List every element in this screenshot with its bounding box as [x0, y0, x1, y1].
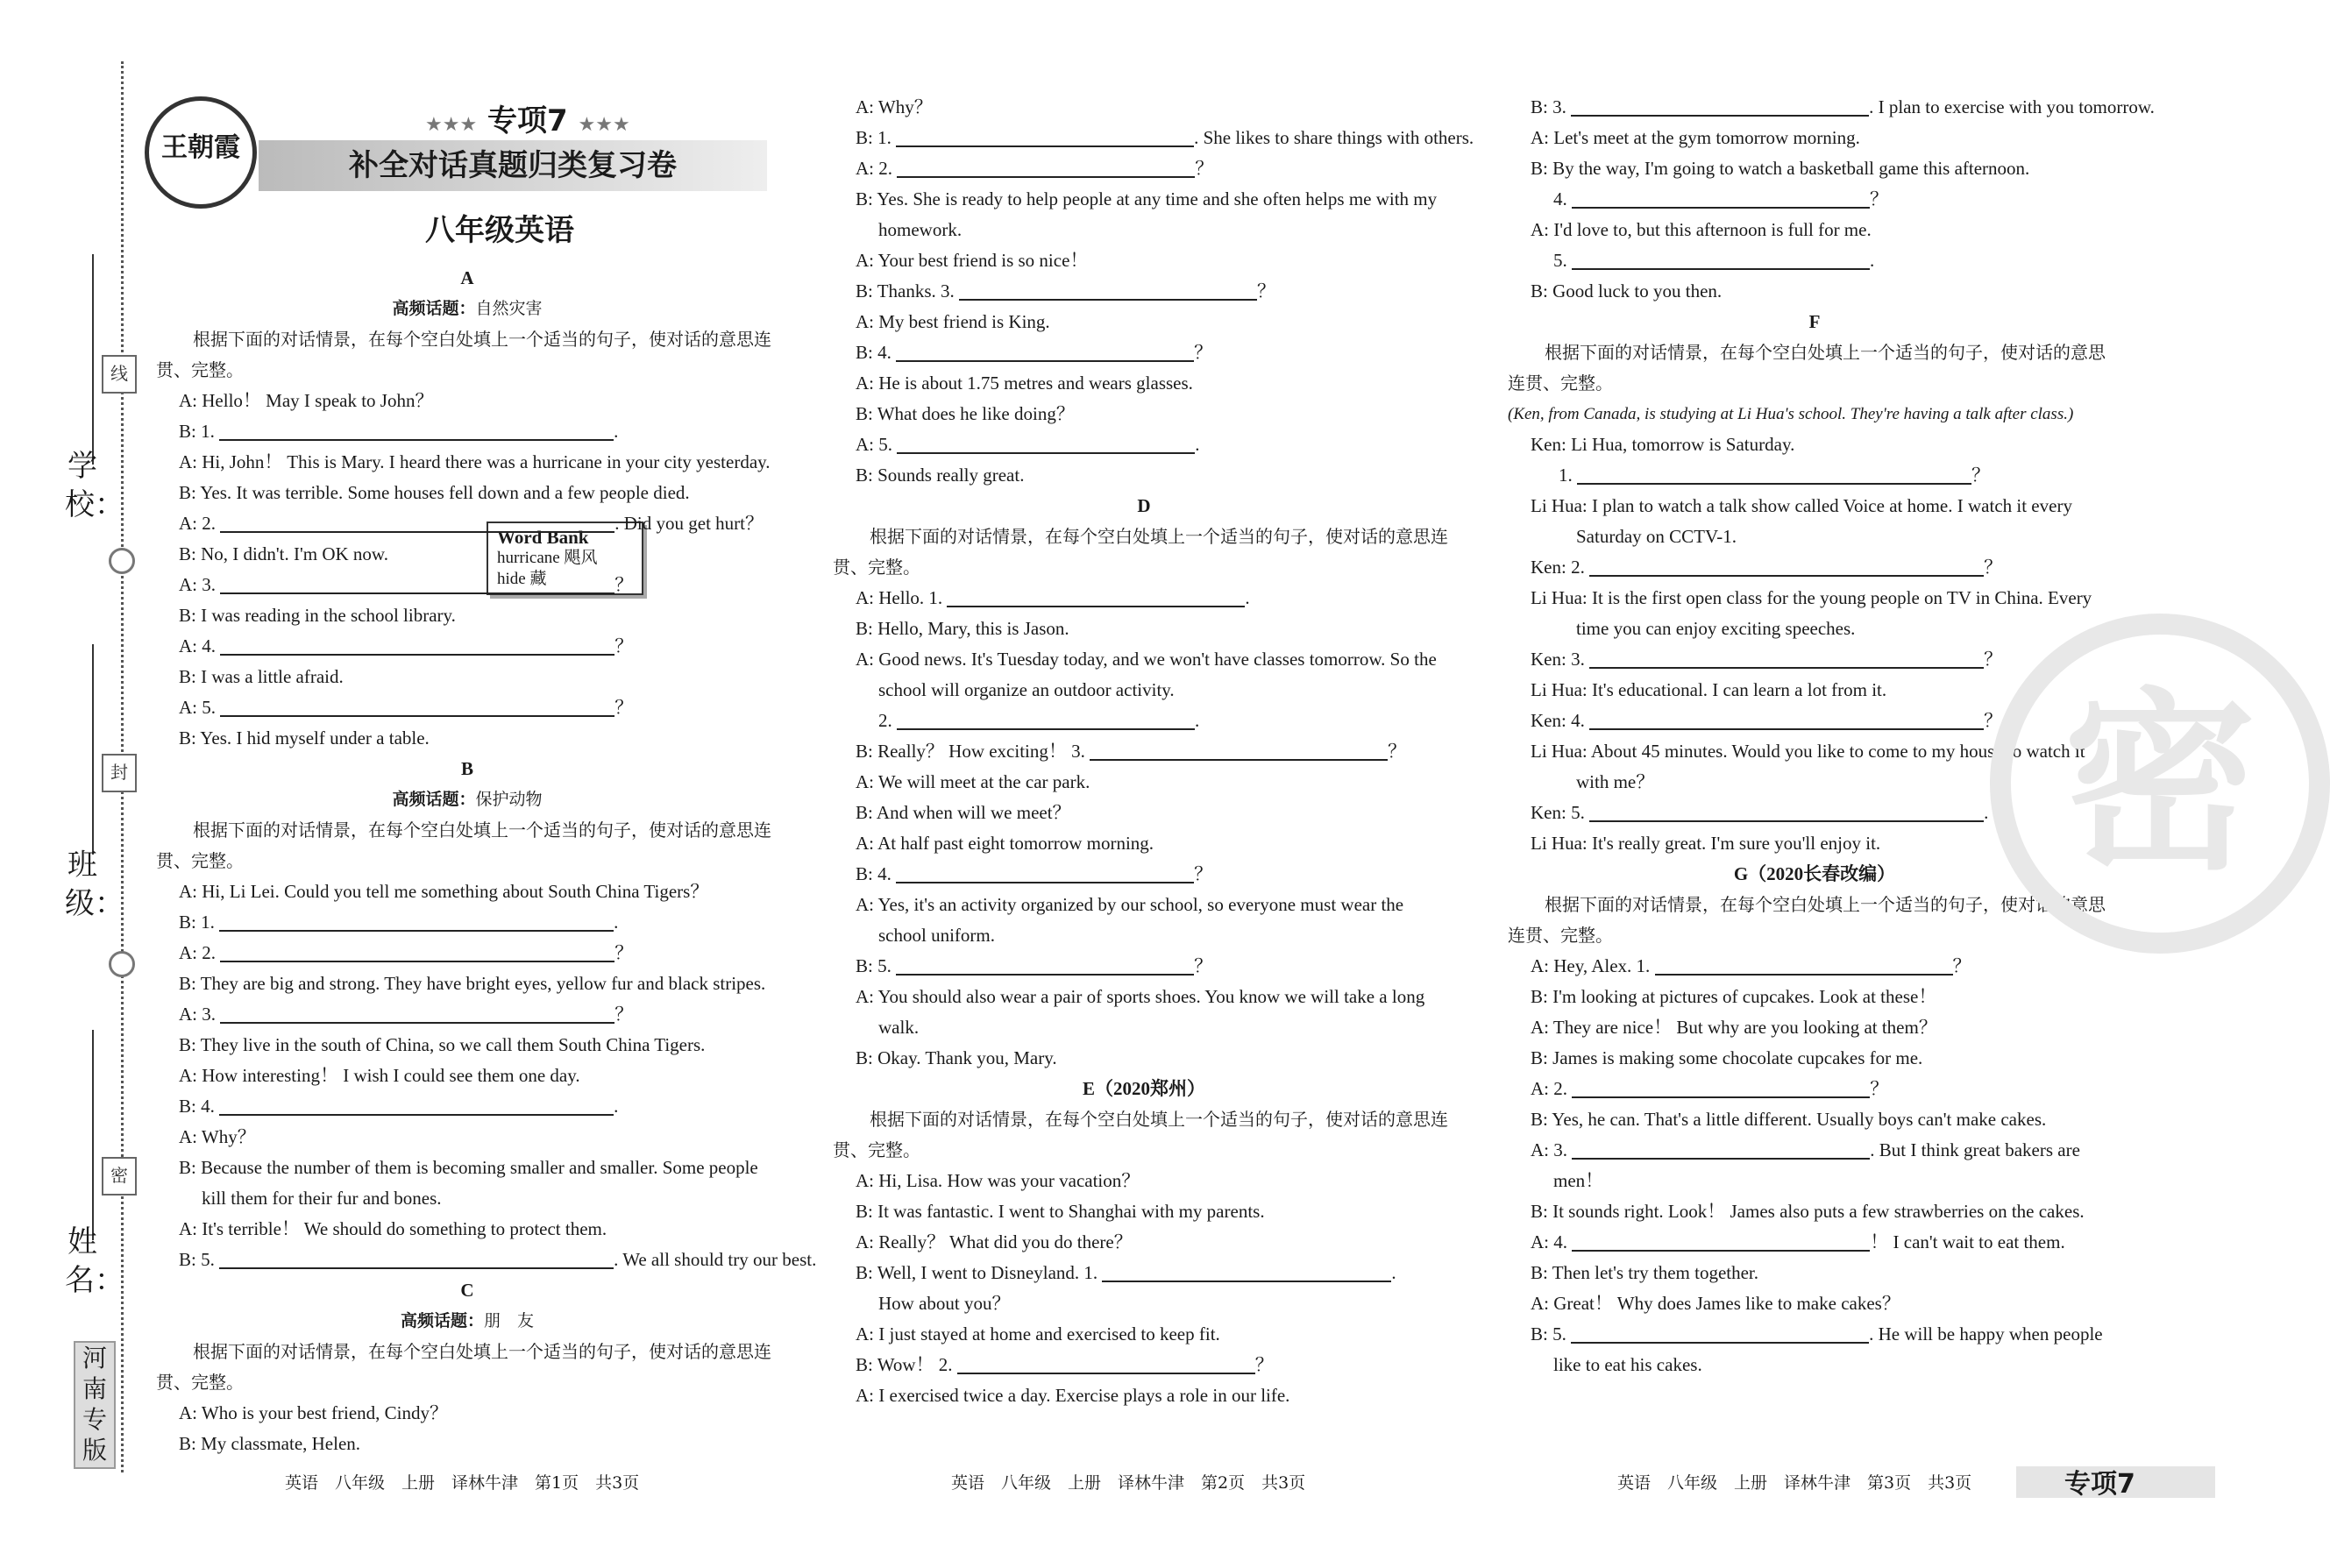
answer-blank[interactable] — [1572, 247, 1870, 270]
cut-label-2: 封 — [102, 754, 137, 792]
dialogue-line: 4. ？ — [1508, 184, 2121, 215]
dialogue-line: A: 4. ？ — [156, 631, 778, 662]
answer-blank[interactable] — [1655, 953, 1953, 976]
answer-blank[interactable] — [896, 124, 1194, 147]
class-label: 班级： — [65, 848, 124, 921]
dialogue-line: B: 5. ？ — [833, 951, 1455, 982]
answer-blank[interactable] — [1572, 1075, 1870, 1098]
dialogue-line: B: James is making some chocolate cupcakes for me. — [1531, 1047, 1923, 1068]
brand-logo: 王朝霞 — [145, 96, 257, 209]
page-footer-2: 英语 八年级 上册 译林牛津 第2页 共3页 — [951, 1473, 1306, 1493]
answer-blank[interactable] — [1577, 462, 1971, 485]
answer-blank[interactable] — [220, 633, 614, 656]
dialogue-line: B: It sounds right. Look！ James also puts a few strawberries on the cakes. — [1531, 1201, 2085, 1222]
dialogue-line: A: 3. . But I think great bakers are men！ — [1508, 1135, 2121, 1196]
answer-blank[interactable] — [1571, 94, 1869, 117]
section-label: A — [460, 267, 474, 288]
dialogue-line: A: Hello. 1. . — [833, 583, 1455, 614]
page-footer-3: 英语 八年级 上册 译林牛津 第3页 共3页 — [1617, 1473, 1972, 1493]
dialogue-line: A: 5. ？ — [156, 692, 778, 723]
answer-blank[interactable] — [1589, 707, 1984, 730]
instruction: 根据下面的对话情景，在每个空白处填上一个适当的句子，使对话的意思连贯、完整。 — [156, 819, 771, 871]
dialogue-line: Li Hua: About 45 minutes. Would you like to come to my house to watch it with me？ — [1531, 741, 2085, 792]
dialogue-line: A: My best friend is King. — [856, 311, 1050, 332]
section-label: E（2020郑州） — [1082, 1078, 1205, 1099]
answer-blank[interactable] — [220, 571, 614, 594]
dialogue-line: A: Hi, John！ This is Mary. I heard there was a hurricane in your city yesterday. — [179, 451, 771, 472]
cut-label-1: 线 — [102, 355, 137, 394]
dialogue-line: B: My classmate, Helen. — [179, 1433, 361, 1454]
instruction: 根据下面的对话情景，在每个空白处填上一个适当的句子，使对话的意思连贯、完整。 — [1508, 342, 2106, 394]
dialogue-line: Ken: Li Hua, tomorrow is Saturday. — [1531, 434, 1795, 455]
word-bank-item: hide 藏 — [497, 570, 547, 588]
dialogue-line: B: It was fantastic. I went to Shanghai with my parents. — [856, 1201, 1265, 1222]
binding-ring — [109, 951, 135, 977]
dialogue-line: A: How interesting！ I wish I could see them one day. — [179, 1065, 580, 1086]
answer-blank[interactable] — [897, 155, 1195, 178]
answer-blank[interactable] — [959, 278, 1257, 301]
section-label: F — [1808, 311, 1821, 332]
section-topic: 高频话题：保护动物 — [392, 790, 543, 809]
answer-blank[interactable] — [220, 510, 614, 533]
dialogue-line: A: 4. ！ I can't wait to eat them. — [1508, 1227, 2121, 1258]
section-label: C — [460, 1280, 474, 1301]
dialogue-line: B: Because the number of them is becoming smaller and smaller. Some people kill them for their fur and bones. — [179, 1157, 758, 1209]
dialogue-line: Ken: 2. ？ — [1508, 552, 2121, 583]
dialogue-line: B: Yes. She is ready to help people at any time and she often helps me with my homework. — [856, 188, 1438, 240]
corner-tag: 专项7 — [2064, 1469, 2135, 1500]
dialogue-line: Ken: 4. ？ — [1508, 706, 2121, 736]
dialogue-line: B: 1. . — [156, 416, 778, 447]
dialogue-line: A: Hello！ May I speak to John？ — [179, 390, 434, 411]
dialogue-line: 5. . — [1508, 245, 2121, 276]
dialogue-line: A: Yes, it's an activity organized by our school, so everyone must wear the school uniform. — [856, 894, 1404, 946]
subject-title: 八年级英语 — [425, 213, 574, 248]
section-label: B — [460, 758, 473, 779]
dialogue-line: B: And when will we meet？ — [856, 802, 1071, 823]
answer-blank[interactable] — [219, 909, 614, 932]
dialogue-line: B: Then let's try them together. — [1531, 1262, 1759, 1283]
answer-blank[interactable] — [219, 1246, 614, 1269]
dialogue-line: B: 4. ？ — [833, 337, 1455, 368]
dialogue-line: B: Wow！ 2. ？ — [833, 1350, 1455, 1380]
paper-title: 补全对话真题归类复习卷 — [259, 140, 767, 191]
section-label: D — [1137, 495, 1151, 516]
dialogue-line: Li Hua: It's educational. I can learn a lot from it. — [1531, 679, 1887, 700]
dialogue-line: A: It's terrible！ We should do something to protect them. — [179, 1218, 607, 1239]
dialogue-line: A: I exercised twice a day. Exercise plays a role in our life. — [856, 1385, 1290, 1406]
dialogue-line: A: Good news. It's Tuesday today, and we won't have classes tomorrow. So the school will organize an outdoor activity. — [856, 649, 1437, 700]
dialogue-line: 2. . — [833, 706, 1455, 736]
section-topic: 高频话题：朋 友 — [400, 1311, 535, 1330]
dialogue-line: B: Yes. It was terrible. Some houses fell down and a few people died. — [179, 482, 690, 503]
answer-blank[interactable] — [897, 431, 1195, 454]
dialogue-line: A: You should also wear a pair of sports shoes. You know we will take a long walk. — [856, 986, 1425, 1038]
cut-label-3: 密 — [102, 1157, 137, 1196]
series-title: ★★★ 专项7 ★★★ — [425, 103, 630, 138]
answer-blank[interactable] — [1090, 738, 1388, 761]
dialogue-line: B: I'm looking at pictures of cupcakes. Look at these！ — [1531, 986, 1937, 1007]
dialogue-line: A: We will meet at the car park. — [856, 771, 1090, 792]
answer-blank[interactable] — [957, 1352, 1255, 1374]
section-label: G（2020长春改编） — [1733, 863, 1896, 884]
class-line — [92, 644, 94, 855]
dialogue-line: B: Really？ How exciting！ 3. ？ — [833, 736, 1455, 767]
dialogue-line: A: Hi, Lisa. How was your vacation？ — [856, 1170, 1140, 1191]
dialogue-line: A: 2. ？ — [1508, 1074, 2121, 1104]
dialogue-line: A: Hey, Alex. 1. ？ — [1508, 951, 2121, 982]
situation-note: (Ken, from Canada, is studying at Li Hua's school. They're having a talk after class.) — [1508, 405, 2074, 423]
answer-blank[interactable] — [1102, 1259, 1391, 1282]
name-label: 姓名： — [65, 1224, 124, 1298]
dialogue-line: B: Thanks. 3. ？ — [833, 276, 1455, 307]
answer-blank[interactable] — [1589, 646, 1984, 669]
dialogue-line: A: Hi, Li Lei. Could you tell me something about South China Tigers？ — [179, 881, 709, 902]
dialogue-line: B: They live in the south of China, so we call them South China Tigers. — [179, 1034, 706, 1055]
answer-blank[interactable] — [947, 585, 1245, 607]
answer-blank[interactable] — [219, 418, 614, 441]
edition-label: 河南专版 — [74, 1341, 116, 1469]
star-icon: ★★★ — [578, 114, 630, 136]
dialogue-line: Li Hua: I plan to watch a talk show called Voice at home. I watch it every Saturday on CCTV-1. — [1531, 495, 2072, 547]
answer-blank[interactable] — [219, 1093, 614, 1116]
page-header — [145, 96, 811, 289]
dialogue-line: B: Yes, he can. That's a little different. Usually boys can't make cakes. — [1531, 1109, 2047, 1130]
school-label: 学校： — [65, 449, 124, 522]
dialogue-line: A: 3. ？ — [156, 570, 778, 600]
school-line — [92, 254, 94, 465]
dialogue-line: Li Hua: It is the first open class for the young people on TV in China. Every time you can enjoy exciting speeches. — [1531, 587, 2092, 639]
dialogue-line: B: I was a little afraid. — [179, 666, 344, 687]
dialogue-line: B: I was reading in the school library. — [179, 605, 456, 626]
dialogue-line: B: Sounds really great. — [856, 465, 1025, 486]
dialogue-line: A: Why？ — [179, 1126, 256, 1147]
dialogue-line: B: Hello, Mary, this is Jason. — [856, 618, 1069, 639]
dialogue-line: B: Well, I went to Disneyland. 1. . — [833, 1258, 1455, 1288]
word-bank-item: hurricane 飓风 — [497, 549, 598, 567]
dialogue-line: A: Really？ What did you do there？ — [856, 1231, 1133, 1252]
dialogue-line: B: No, I didn't. I'm OK now. — [179, 543, 388, 564]
dialogue-line: A: Great！ Why does James like to make cakes？ — [1531, 1293, 1900, 1314]
dialogue-line: A: 2. . Did you get hurt？ — [156, 508, 778, 539]
answer-blank[interactable] — [896, 953, 1194, 976]
answer-blank[interactable] — [220, 1001, 614, 1024]
answer-blank[interactable] — [220, 940, 614, 962]
dialogue-line: A: Your best friend is so nice！ — [856, 250, 1089, 271]
dialogue-line: B: 1. . — [156, 907, 778, 938]
answer-blank[interactable] — [1571, 1321, 1869, 1344]
instruction: 根据下面的对话情景，在每个空白处填上一个适当的句子，使对话的意思连贯、完整。 — [833, 526, 1448, 578]
dialogue-line: A: I'd love to, but this afternoon is full for me. — [1531, 219, 1872, 240]
instruction: 根据下面的对话情景，在每个空白处填上一个适当的句子，使对话的意思连贯、完整。 — [156, 1341, 771, 1393]
answer-blank[interactable] — [896, 339, 1194, 362]
confidential-stamp: 密 — [1990, 614, 2330, 954]
dialogue-line: B: 4. . — [156, 1091, 778, 1122]
dialogue-line: A: Why？ — [856, 96, 933, 117]
dialogue-line: B: 5. . He will be happy when people like to eat his cakes. — [1508, 1319, 2121, 1380]
dialogue-line: A: They are nice！ But why are you looking at them？ — [1531, 1017, 1937, 1038]
dialogue-line: A: He is about 1.75 metres and wears glasses. — [856, 372, 1193, 394]
answer-blank[interactable] — [896, 861, 1194, 883]
name-line — [92, 1030, 94, 1240]
dialogue-line: B: What does he like doing？ — [856, 403, 1075, 424]
instruction: 根据下面的对话情景，在每个空白处填上一个适当的句子，使对话的意思连贯、完整。 — [1508, 894, 2106, 946]
dialogue-line: Ken: 5. . — [1508, 798, 2121, 828]
star-icon: ★★★ — [425, 114, 478, 136]
binding-margin — [0, 0, 128, 1568]
answer-blank[interactable] — [220, 694, 614, 717]
dialogue-line: B: 5. . We all should try our best. — [156, 1245, 778, 1275]
dialogue-line: B: By the way, I'm going to watch a basketball game this afternoon. — [1531, 158, 2030, 179]
answer-blank[interactable] — [1589, 799, 1984, 822]
dialogue-line: A: 2. ？ — [156, 938, 778, 968]
column-2 — [833, 92, 1474, 1411]
instruction: 根据下面的对话情景，在每个空白处填上一个适当的句子，使对话的意思连贯、完整。 — [156, 329, 771, 380]
dialogue-line: A: I just stayed at home and exercised to keep fit. — [856, 1323, 1220, 1345]
dialogue-line: How about you？ — [878, 1293, 1011, 1314]
section-topic: 高频话题：自然灾害 — [392, 299, 543, 318]
dialogue-line: A: 2. ？ — [833, 153, 1455, 184]
dialogue-line: A: 5. . — [833, 429, 1455, 460]
answer-blank[interactable] — [1572, 1229, 1870, 1252]
page-footer-1: 英语 八年级 上册 译林牛津 第1页 共3页 — [285, 1473, 640, 1493]
dialogue-line: Ken: 3. ？ — [1508, 644, 2121, 675]
column-1 — [156, 263, 817, 1459]
dialogue-line: A: 3. ？ — [156, 999, 778, 1030]
dialogue-line: B: 4. ？ — [833, 859, 1455, 890]
binding-ring — [109, 548, 135, 574]
dialogue-line: B: Good luck to you then. — [1531, 280, 1723, 302]
answer-blank[interactable] — [897, 707, 1195, 730]
dialogue-line: B: Yes. I hid myself under a table. — [179, 727, 430, 749]
dialogue-line: A: Who is your best friend, Cindy？ — [179, 1402, 449, 1423]
dialogue-line: B: 1. . She likes to share things with others. — [833, 123, 1455, 153]
dialogue-line: 1. ？ — [1508, 460, 2121, 491]
dialogue-line: B: They are big and strong. They have bright eyes, yellow fur and black stripes. — [179, 973, 766, 994]
word-bank-title: Word Bank — [497, 527, 589, 548]
dialogue-line: A: At half past eight tomorrow morning. — [856, 833, 1154, 854]
dialogue-line: A: Let's meet at the gym tomorrow morning. — [1531, 127, 1860, 148]
dialogue-line: B: 3. . I plan to exercise with you tomorrow. — [1508, 92, 2121, 123]
instruction: 根据下面的对话情景，在每个空白处填上一个适当的句子，使对话的意思连贯、完整。 — [833, 1109, 1448, 1160]
dialogue-line: Li Hua: It's really great. I'm sure you'll enjoy it. — [1531, 833, 1881, 854]
answer-blank[interactable] — [1589, 554, 1984, 577]
answer-blank[interactable] — [1572, 186, 1870, 209]
dialogue-line: B: Okay. Thank you, Mary. — [856, 1047, 1057, 1068]
answer-blank[interactable] — [1572, 1137, 1870, 1160]
